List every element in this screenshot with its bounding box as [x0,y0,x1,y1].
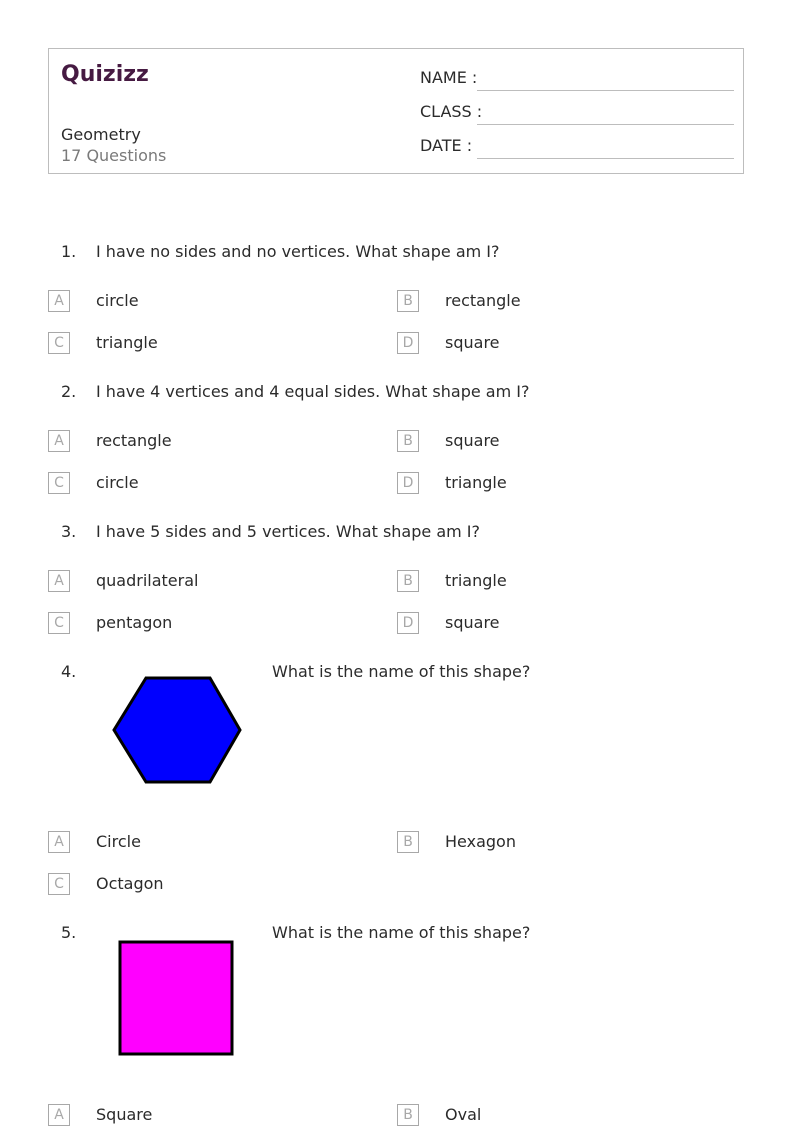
class-line[interactable] [477,124,734,125]
option-text-a: circle [96,291,139,310]
question-text: I have no sides and no vertices. What shape am I? [96,242,500,261]
option-text-a: rectangle [96,431,172,450]
option-box-b[interactable]: B [397,570,419,592]
option-text-c: circle [96,473,139,492]
class-label: CLASS : [420,102,483,121]
question-number: 5. [61,923,77,942]
hexagon-image [108,674,246,786]
hexagon-shape [114,678,240,782]
question-count: 17 Questions [61,146,167,165]
date-field[interactable] [420,136,734,160]
option-text-c: Octagon [96,874,164,893]
quizizz-logo [61,59,153,87]
option-text-b: triangle [445,571,507,590]
class-field[interactable] [420,102,734,126]
option-box-b[interactable]: B [397,290,419,312]
svg-text:Quizizz: Quizizz [61,62,149,87]
option-text-b: Hexagon [445,832,516,851]
option-box-c[interactable]: C [48,332,70,354]
name-label: NAME : [420,68,478,87]
date-label: DATE : [420,136,473,155]
question-text: What is the name of this shape? [272,662,531,681]
option-text-c: pentagon [96,613,173,632]
option-box-b[interactable]: B [397,1104,419,1126]
option-box-c[interactable]: C [48,612,70,634]
option-box-d[interactable]: D [397,332,419,354]
question-number: 3. [61,522,77,541]
question-text: I have 4 vertices and 4 equal sides. What shape am I? [96,382,530,401]
option-text-d: triangle [445,473,507,492]
option-box-b[interactable]: B [397,430,419,452]
option-text-d: square [445,333,500,352]
question-text: What is the name of this shape? [272,923,531,942]
option-text-a: quadrilateral [96,571,199,590]
option-box-a[interactable]: A [48,570,70,592]
square-shape [120,942,232,1054]
option-text-b: Oval [445,1105,482,1124]
option-box-c[interactable]: C [48,873,70,895]
square-image [116,938,236,1058]
option-box-b[interactable]: B [397,831,419,853]
option-box-a[interactable]: A [48,290,70,312]
option-box-a[interactable]: A [48,1104,70,1126]
option-box-a[interactable]: A [48,430,70,452]
date-line[interactable] [477,158,734,159]
option-box-d[interactable]: D [397,612,419,634]
worksheet-header [48,48,744,174]
name-field[interactable] [420,68,734,92]
option-box-c[interactable]: C [48,472,70,494]
name-line[interactable] [477,90,734,91]
option-text-b: square [445,431,500,450]
worksheet-subject: Geometry [61,125,141,144]
option-text-a: Square [96,1105,153,1124]
option-box-a[interactable]: A [48,831,70,853]
option-text-d: square [445,613,500,632]
question-number: 2. [61,382,77,401]
question-number: 1. [61,242,77,261]
question-text: I have 5 sides and 5 vertices. What shape am I? [96,522,481,541]
option-text-b: rectangle [445,291,521,310]
option-text-a: Circle [96,832,141,851]
option-box-d[interactable]: D [397,472,419,494]
option-text-c: triangle [96,333,158,352]
question-number: 4. [61,662,77,681]
